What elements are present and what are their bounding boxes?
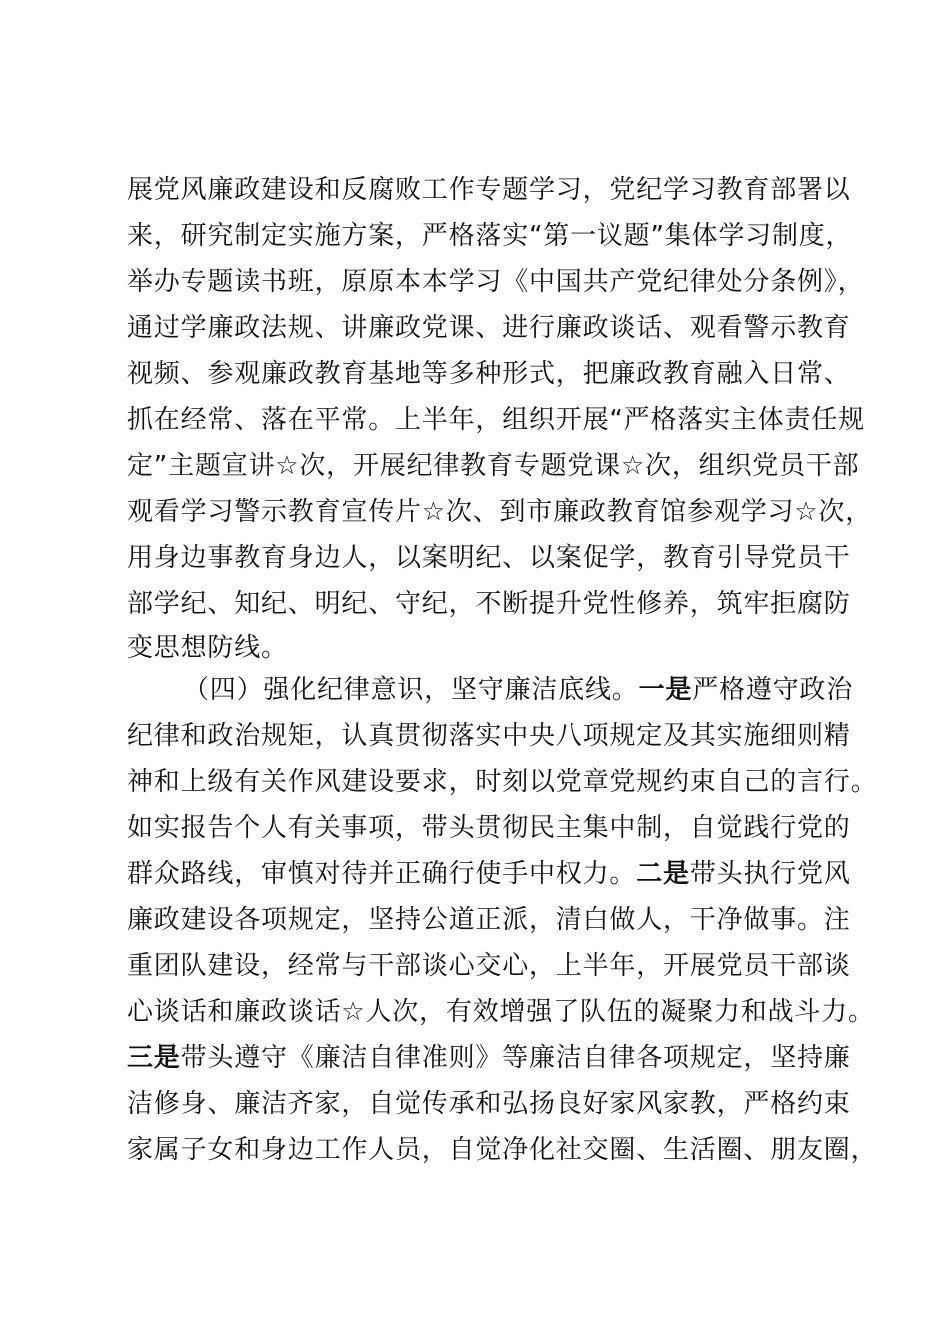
paragraph-line: 用身边事教育身边人，以案明纪、以案促学，教育引导党员干 xyxy=(127,543,851,573)
paragraph-line xyxy=(127,1040,857,1076)
paragraph-line: 纪律和政治规矩，认真贯彻落实中央八项规定及其实施细则精 xyxy=(127,721,851,751)
paragraph-line: 心谈话和廉政谈话☆人次，有效增强了队伍的凝聚力和战斗力。 xyxy=(127,997,875,1027)
paragraph-line: 部学纪、知纪、明纪、守纪，不断提升党性修养，筑牢拒腐防 xyxy=(127,589,851,619)
paragraph-line: 廉政建设各项规定，坚持公道正派，清白做人，干净做事。注 xyxy=(127,905,851,935)
paragraph-line: 神和上级有关作风建设要求，时刻以党章党规约束自己的言行。 xyxy=(127,767,878,797)
paragraph-line: 通过学廉政法规、讲廉政党课、进行廉政谈话、观看警示教育 xyxy=(127,313,851,343)
point-marker-one: 一是 xyxy=(638,675,693,705)
paragraph-line: 变思想防线。 xyxy=(127,633,288,663)
paragraph-text: 群众路线，审慎对待并正确行使手中权力。 xyxy=(127,859,637,889)
paragraph-text: 带头遵守《廉洁自律准则》等廉洁自律各项规定，坚持廉 xyxy=(180,1043,851,1073)
paragraph-line: 洁修身、廉洁齐家，自觉传承和弘扬良好家风家教，严格约束 xyxy=(127,1089,851,1119)
point-marker-three: 三是 xyxy=(127,1043,181,1073)
paragraph-text: 严格遵守政治 xyxy=(692,675,854,705)
paragraph-line xyxy=(127,856,857,892)
section-heading: （四）强化纪律意识，坚守廉洁底线。 xyxy=(183,675,639,705)
paragraph-line: 来，研究制定实施方案，严格落实“第一议题”集体学习制度， xyxy=(127,221,853,251)
paragraph-line: 如实报告个人有关事项，带头贯彻民主集中制，自觉践行党的 xyxy=(127,813,851,843)
paragraph-line: 举办专题读书班，原原本本学习《中国共产党纪律处分条例》， xyxy=(127,267,865,297)
paragraph-line: 定”主题宣讲☆次，开展纪律教育专题党课☆次，组织党员干部 xyxy=(127,451,860,481)
paragraph-line: 视频、参观廉政教育基地等多种形式，把廉政教育融入日常、 xyxy=(127,359,851,389)
point-marker-two: 二是 xyxy=(636,859,690,889)
paragraph-line: 家属子女和身边工作人员，自觉净化社交圈、生活圈、朋友圈， xyxy=(127,1135,878,1165)
paragraph-line: 抓在经常、落在平常。上半年，组织开展“严格落实主体责任规 xyxy=(127,405,865,435)
section-heading-line xyxy=(183,672,857,708)
paragraph-text: 带头执行党风 xyxy=(689,859,851,889)
paragraph-line: 重团队建设，经常与干部谈心交心，上半年，开展党员干部谈 xyxy=(127,951,851,981)
paragraph-line: 展党风廉政建设和反腐败工作专题学习，党纪学习教育部署以 xyxy=(127,175,851,205)
paragraph-line: 观看学习警示教育宣传片☆次、到市廉政教育馆参观学习☆次， xyxy=(127,497,873,527)
